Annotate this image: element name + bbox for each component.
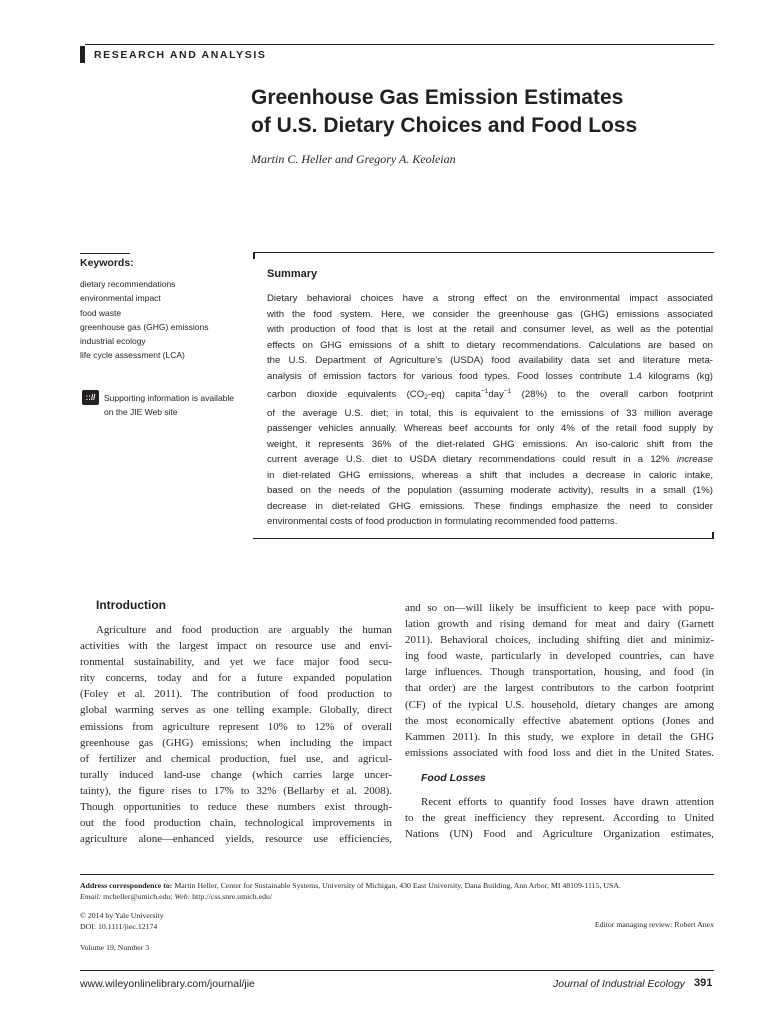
body-line: lation growth and rising demand for meat and dairy (Garnett (405, 618, 714, 631)
authors: Martin C. Heller and Gregory A. Keoleian (251, 152, 456, 166)
body-line: Though opportunities to reduce these numbers exist through- (80, 801, 392, 814)
copyright-block (80, 910, 164, 932)
body-line: ronmental sustainability, and yet we face major food secu- (80, 656, 392, 669)
summary-heading: Summary (267, 268, 318, 280)
summary-line: with production of food that is lost at the retail and consumer level, as well as the potential (267, 324, 713, 335)
summary-line: analysis of emission factors for various food types. Food losses contribute 1.4 kilograms (kg) (267, 370, 713, 382)
body-line: emissions from agriculture represent 10% to 12% of overall (80, 720, 392, 733)
body-line: that order) are the largest contributors to the carbon footprint (405, 682, 714, 695)
doi: DOI: 10.1111/jiec.12174 (80, 922, 158, 931)
summary-line-increase: current average U.S. diet to USDA dietary recommendations could result in a 12% increase (267, 454, 713, 465)
summary-line: effects on GHG emissions of a shift to dietary recommendations. Calculations are based on (267, 339, 713, 351)
address-line: Address correspondence to: Martin Heller, Center for Sustainable Systems, University of Michigan, 430 East University, Dana Building, Ann Arbor, MI 48109-1115, USA. (80, 881, 621, 890)
keyword-item: life cycle assessment (LCA) (80, 350, 185, 361)
summary-line: of the average U.S. diet; in total, this is equivalent to the emissions of 33 million average (267, 407, 713, 419)
title-line-1: Greenhouse Gas Emission Estimates (251, 86, 624, 109)
correspondence-address (80, 880, 714, 902)
keyword-item: food waste (80, 307, 122, 318)
contact-line: Email: mcheller@umich.edu; Web: http://css.snre.umich.edu/ (80, 892, 273, 901)
supporting-information-icon: ::// (82, 390, 99, 405)
summary-top-rule (253, 252, 714, 253)
web-link[interactable]: http://css.snre.umich.edu/ (190, 892, 273, 901)
body-line: out the food production chain, technological improvements in (80, 817, 392, 830)
introduction-left-column (80, 622, 392, 847)
body-line: agriculture alone—enhanced yields, resource use efficiencies, (80, 833, 392, 846)
body-line: of fertilizer and chemical production, fuel use, and agricul- (80, 752, 392, 765)
supporting-info-line: on the JIE Web site (104, 407, 178, 417)
body-line: Recent efforts to quantify food losses have drawn attention (421, 796, 714, 808)
body-line: global warming serves as one telling example. Globally, direct (80, 704, 392, 717)
keyword-item: environmental impact (80, 293, 161, 304)
introduction-right-column (405, 600, 714, 761)
body-line: emissions associated with food loss and diet in the United States. (405, 746, 714, 759)
keyword-item: dietary recommendations (80, 279, 176, 289)
summary-line: Dietary behavioral choices have a strong effect on the environmental impact associated (267, 293, 713, 304)
footnote-rule (80, 874, 714, 875)
food-losses-body (405, 794, 714, 842)
header-rule (85, 44, 714, 45)
summary-line: based on the needs of the population (assuming moderate activity), results in a small (1%) (267, 485, 713, 496)
copyright: © 2014 by Yale University (80, 911, 164, 920)
journal-name: Journal of Industrial Ecology (553, 978, 685, 990)
body-line: (Foley et al. 2011). The contribution of food production to (80, 688, 392, 701)
summary-line: decrease in diet-related GHG emissions. These findings emphasize the need to consider (267, 500, 713, 512)
summary-line: in diet-related GHG emissions, whereas a shift that includes a decrease in caloric intake, (267, 469, 713, 481)
keywords-heading: Keywords: (80, 257, 134, 269)
section-marker (80, 46, 85, 63)
page-number: 391 (694, 977, 713, 989)
title-line-2: of U.S. Dietary Choices and Food Loss (251, 114, 638, 137)
summary-corner-tick (253, 252, 255, 259)
introduction-heading: Introduction (96, 598, 166, 612)
volume-number: Volume 19, Number 3 (80, 943, 150, 952)
summary-line: passenger vehicles annually. Whereas beef accounts for only 4% of the retail food supply by (267, 423, 713, 434)
keyword-item: industrial ecology (80, 336, 146, 347)
body-line: Nations (UN) Food and Agriculture Organization estimates, (405, 828, 714, 841)
supporting-information-note (104, 391, 254, 419)
body-line: and so on—will likely be insufficient to keep pace with popu- (405, 602, 714, 614)
body-line: rity concerns, today and for a future expanded population (80, 672, 392, 685)
body-line: to the great inefficiency they represent. According to United (405, 812, 714, 825)
summary-line: the U.S. Department of Agriculture’s (USDA) food availability data set and literature meta- (267, 355, 713, 366)
body-line: turally induced land-use change (which carries large uncer- (80, 768, 392, 781)
editor-note: Editor managing review: Robert Anex (594, 920, 714, 929)
summary-line: environmental costs of food production in formulating recommended food patterns. (267, 516, 618, 527)
summary-corner-tick (712, 532, 714, 539)
summary-line-co2: carbon dioxide equivalents $(CO_2-eq)$ capita$^{-1}$day$^{-1}$ (28%) to the overall carbon footprint (267, 388, 713, 401)
body-line: large influences. Though transportation, housing, and food (in (405, 666, 714, 679)
body-line: the most economically effective abatement options (Jones and (405, 714, 714, 727)
summary-line: with the food system. Here, we consider the greenhouse gas (GHG) emissions associated (267, 308, 713, 320)
body-line: (CF) of the typical U.S. household, dietary changes are among (405, 698, 714, 711)
article-title (251, 84, 721, 140)
journal-url[interactable]: www.wileyonlinelibrary.com/journal/jie (80, 978, 255, 990)
body-line: 2011). Behavioral choices, including shifting diet and minimiz- (405, 634, 714, 647)
keyword-item: greenhouse gas (GHG) emissions (80, 321, 209, 332)
keywords-rule (80, 253, 130, 254)
body-line: greenhouse gas (GHG) emissions; when including the impact (80, 736, 392, 749)
summary-body (267, 291, 713, 530)
section-label: RESEARCH AND ANALYSIS (94, 49, 267, 61)
summary-bottom-rule (253, 538, 714, 539)
summary-line: weight, it represents 36% of the diet-related GHG emissions. An iso-caloric shift from the (267, 438, 713, 450)
body-line: activities with the largest impact on resource use and envi- (80, 640, 392, 653)
keywords-list (80, 277, 209, 363)
body-line: Kammen 2011). In this study, we explore in detail the GHG (405, 730, 714, 743)
body-line: tainty), the figure rises to 17% to 32% (Bellarby et al. 2008). (80, 784, 392, 797)
body-line: ing food waste, particularly in developed countries, can have (405, 650, 714, 663)
body-line: Agriculture and food production are arguably the human (96, 624, 392, 636)
food-losses-heading: Food Losses (421, 772, 486, 784)
page-bottom-rule (80, 970, 714, 971)
supporting-info-line: Supporting information is available (104, 393, 234, 403)
email-link[interactable]: mcheller@umich.edu; (101, 892, 175, 901)
